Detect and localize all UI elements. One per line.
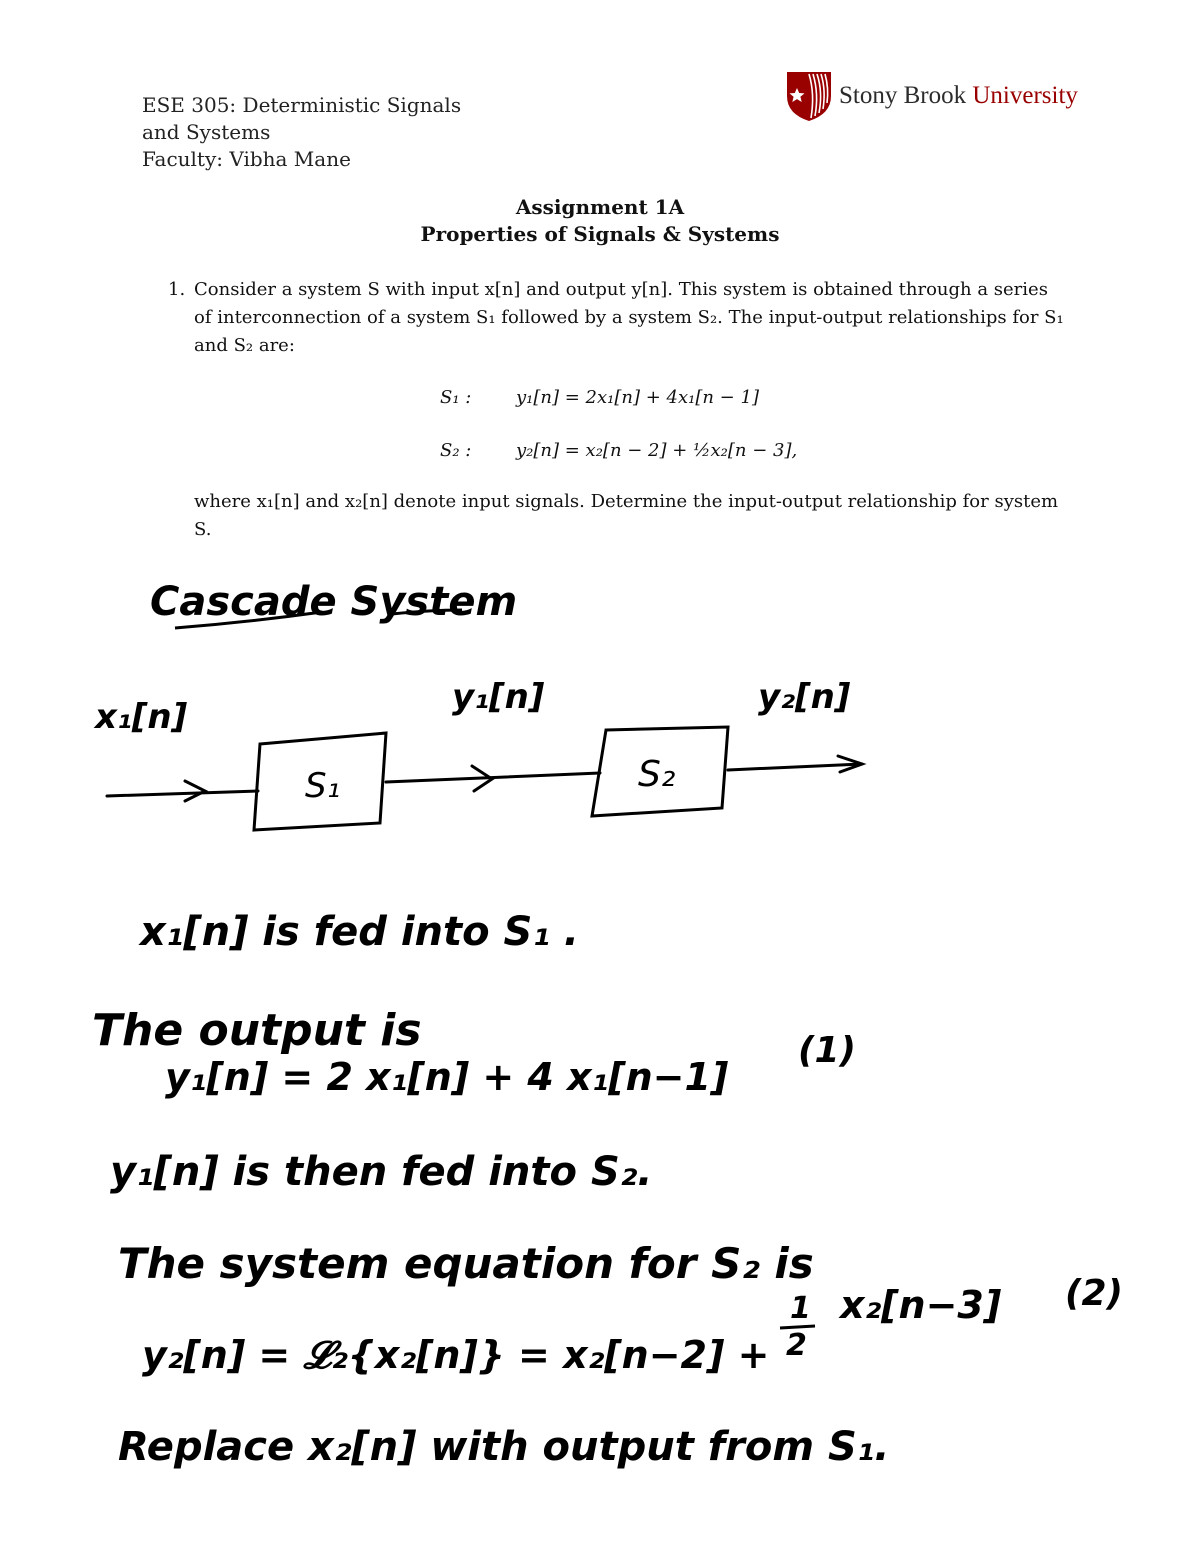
hand-line-6b: x₂[n−3] (840, 1283, 1002, 1327)
label-mid-signal: y₁[n] (452, 677, 545, 717)
block-diagram (107, 727, 862, 830)
logo-text: Stony Brook University (839, 82, 1078, 109)
hand-line-4: y₁[n] is then fed into S₂. (110, 1149, 653, 1195)
input-arrow-line (107, 791, 258, 796)
hand-line-7: Replace x₂[n] with output from S₁. (118, 1424, 890, 1470)
label-input-signal: x₁[n] (95, 697, 188, 737)
equation-s1-label: S₁ : (440, 387, 472, 408)
input-arrow-head (185, 781, 205, 801)
equation-number-1: (1) (798, 1030, 856, 1071)
course-title-line1: ESE 305: Deterministic Signals (142, 93, 462, 117)
equation-s1: y₁[n] = 2x₁[n] + 4x₁[n − 1] (516, 387, 759, 408)
fraction-numerator: 1 (790, 1291, 811, 1326)
equation-s2: y₂[n] = x₂[n − 2] + ½x₂[n − 3], (516, 440, 798, 461)
course-title-line2: and Systems (142, 120, 271, 144)
hand-line-2: The output is (92, 1005, 422, 1056)
heading-cascade-system: Cascade System (150, 579, 518, 625)
block-s1-label: S₁ (305, 766, 341, 806)
label-output-signal: y₂[n] (758, 677, 851, 717)
equation-s2-label: S₂ : (440, 440, 472, 461)
hand-line-1: x₁[n] is fed into S₁ . (140, 909, 579, 955)
mid-arrow-line (386, 773, 600, 782)
hand-line-5: The system equation for S₂ is (118, 1239, 814, 1288)
output-arrow-line (728, 764, 862, 770)
problem-number: 1. (168, 279, 186, 300)
hand-line-6: y₂[n] = 𝓛₂{x₂[n]} = x₂[n−2] + (142, 1333, 770, 1377)
assignment-subtitle: Properties of Signals & Systems (420, 222, 780, 246)
assignment-title: Assignment 1A (515, 195, 685, 219)
problem-text: Consider a system S with input x[n] and output y[n]. This system is obtained through a series of interconnection of a system S₁ followed by a system S₂. The input-output relationships for S₁ and S₂ are: (194, 279, 1064, 356)
equation-number-2: (2) (1065, 1273, 1123, 1314)
block-s2-label: S₂ (638, 754, 676, 795)
hand-line-3: y₁[n] = 2 x₁[n] + 4 x₁[n−1] (165, 1055, 729, 1099)
problem-instruction: where x₁[n] and x₂[n] denote input signals. Determine the input-output relationship for system S. (194, 491, 1059, 540)
fraction-denominator: 2 (786, 1328, 807, 1363)
faculty-name: Faculty: Vibha Mane (142, 147, 351, 171)
